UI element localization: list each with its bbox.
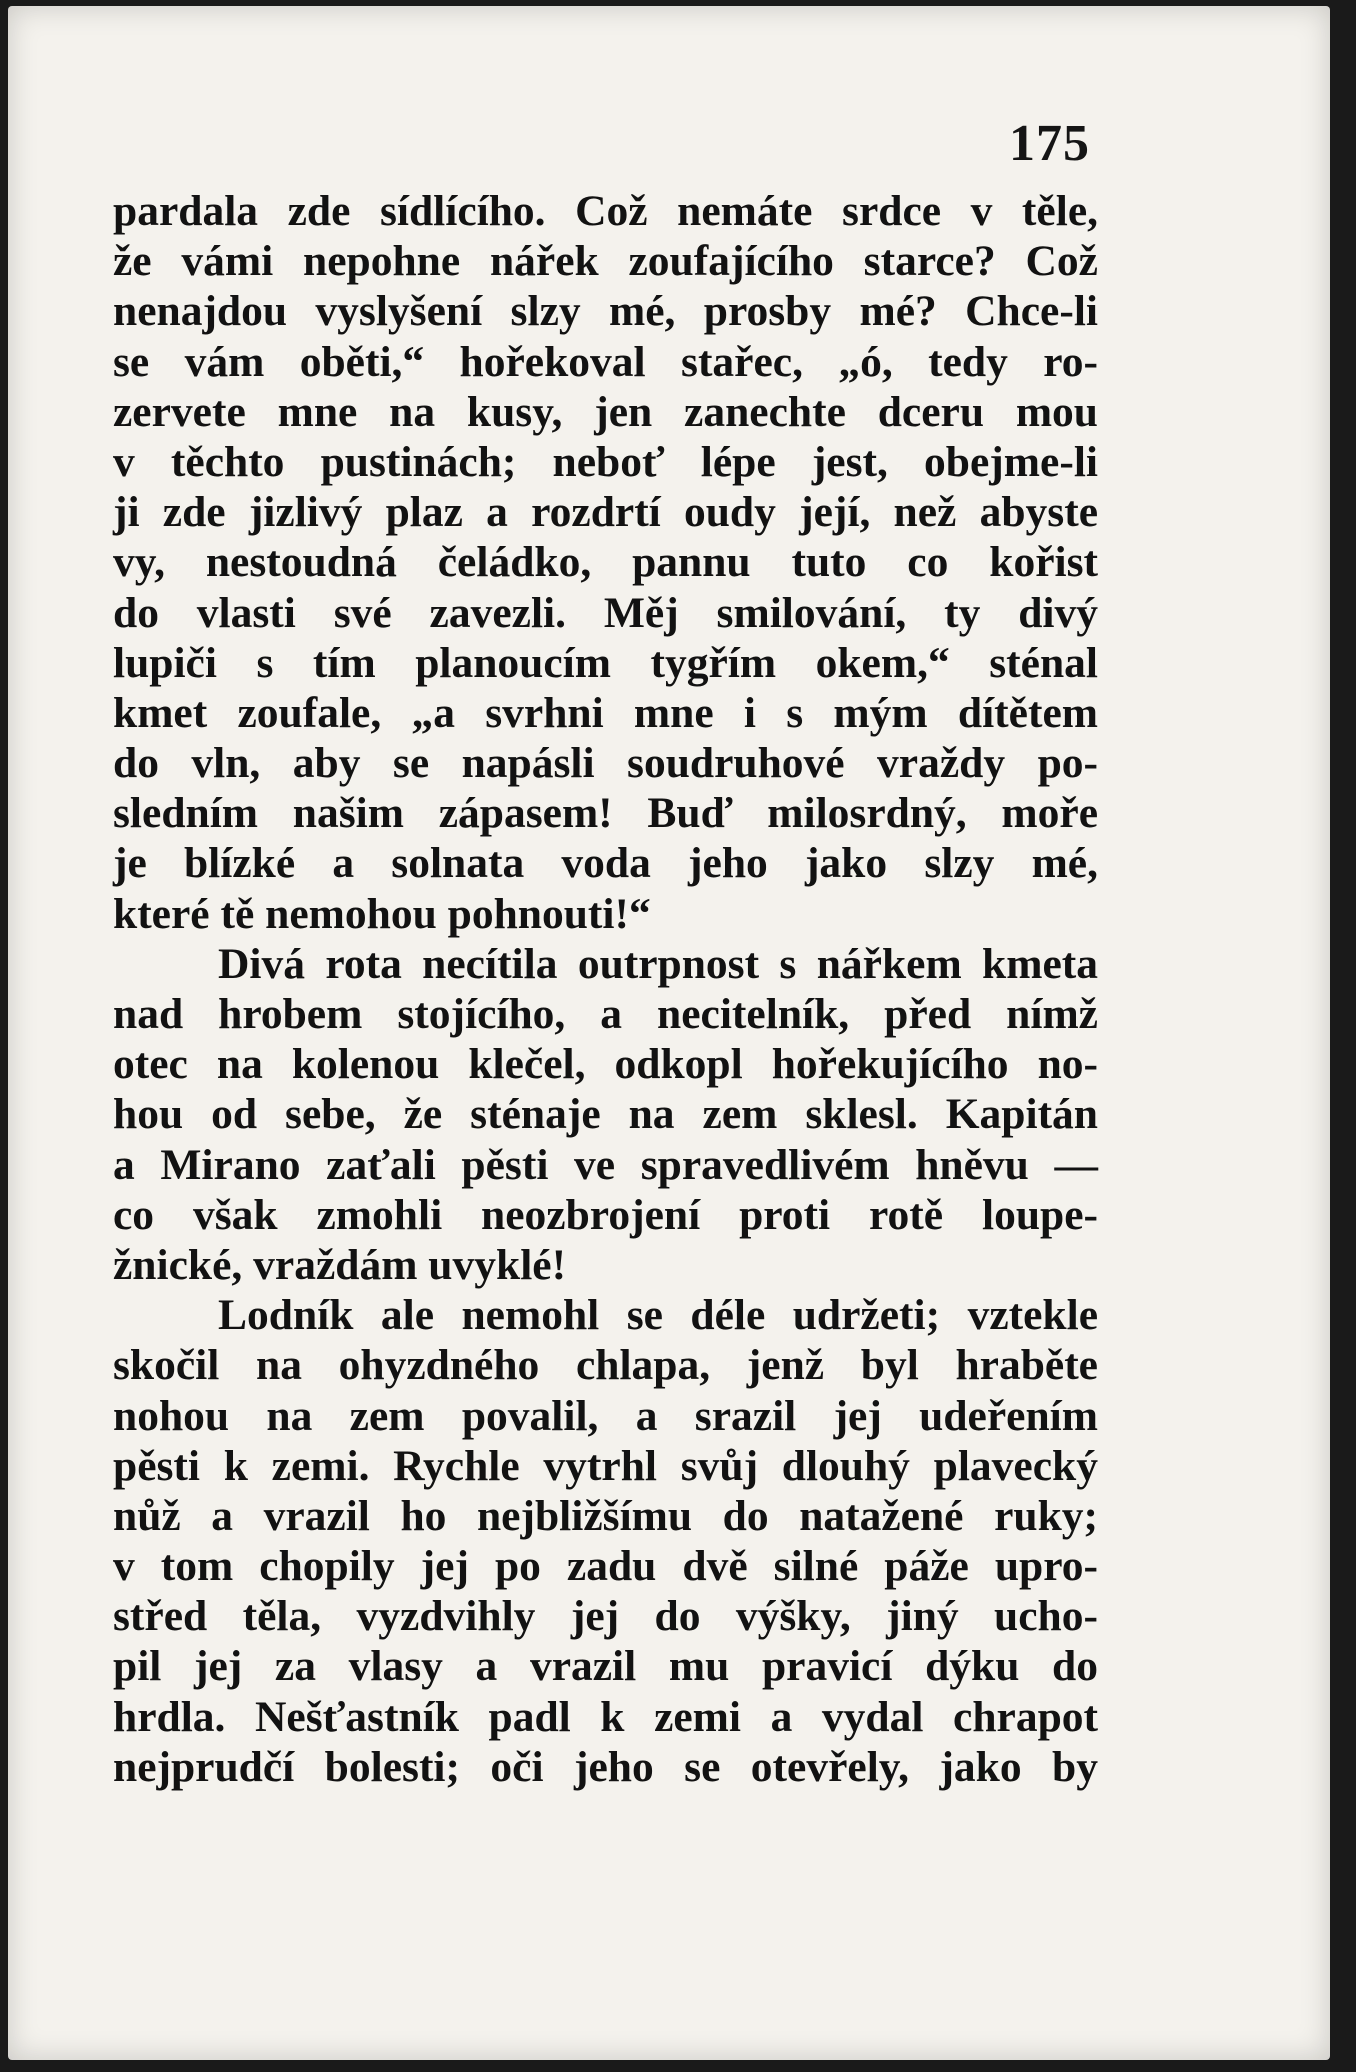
text-line: že vámi nepohne nářek zoufajícího starce? Což [113, 237, 1098, 286]
text-line: je blízké a solnata voda jeho jako slzy mé, [113, 839, 1098, 888]
text-line: do vln, aby se napásli soudruhové vraždy po- [113, 739, 1098, 788]
page-number: 175 [1009, 115, 1090, 172]
text-line: nohou na zem povalil, a srazil jej udeřením [113, 1391, 1098, 1440]
text-line: skočil na ohyzdného chlapa, jenž byl hraběte [113, 1341, 1098, 1390]
text-line: pil jej za vlasy a vrazil mu pravicí dýku do [113, 1642, 1098, 1691]
text-line: hou od sebe, že sténaje na zem sklesl. Kapitán [113, 1090, 1098, 1139]
text-line: Lodník ale nemohl se déle udržeti; vztekle [218, 1291, 1098, 1340]
text-line: sledním našim zápasem! Buď milosrdný, moře [113, 789, 1098, 838]
text-line: vy, nestoudná čeládko, pannu tuto co kořist [113, 538, 1098, 587]
text-line: ji zde jizlivý plaz a rozdrtí oudy její, než abyste [113, 488, 1098, 537]
text-line: se vám oběti,“ hořekoval stařec, „ó, tedy ro- [113, 337, 1098, 386]
text-line: co však zmohli neozbrojení proti rotě loupe- [113, 1190, 1098, 1239]
text-line: střed těla, vyzdvihly jej do výšky, jiný ucho- [113, 1592, 1098, 1641]
text-line: pěsti k zemi. Rychle vytrhl svůj dlouhý plavecký [113, 1441, 1098, 1490]
text-line: hrdla. Nešťastník padl k zemi a vydal chrapot [113, 1692, 1098, 1741]
body-text [113, 186, 1098, 1792]
book-page [8, 6, 1330, 2060]
text-line: které tě nemohou pohnouti!“ [113, 889, 651, 938]
text-line: lupiči s tím planoucím tygřím okem,“ sténal [113, 638, 1098, 687]
text-line: v těchto pustinách; neboť lépe jest, obejme-li [113, 437, 1098, 486]
text-line: zervete mne na kusy, jen zanechte dceru mou [113, 387, 1098, 436]
text-line: nůž a vrazil ho nejbližšímu do natažené ruky; [113, 1491, 1098, 1540]
text-line: v tom chopily jej po zadu dvě silné páže upro- [113, 1542, 1098, 1591]
text-line: Divá rota necítila outrpnost s nářkem kmeta [218, 939, 1098, 988]
text-line: nejprudčí bolesti; oči jeho se otevřely, jako by [113, 1742, 1098, 1791]
text-line: žnické, vraždám uvyklé! [113, 1240, 567, 1289]
text-line: pardala zde sídlícího. Což nemáte srdce v těle, [113, 187, 1098, 235]
text-line: a Mirano zaťali pěsti ve spravedlivém hněvu — [113, 1140, 1098, 1189]
text-line: kmet zoufale, „a svrhni mne i s mým dítětem [113, 688, 1098, 737]
text-line: do vlasti své zavezli. Měj smilování, ty divý [113, 588, 1098, 637]
text-line: nenajdou vyslyšení slzy mé, prosby mé? Chce-li [113, 287, 1098, 336]
text-line: otec na kolenou klečel, odkopl hořekujícího no- [113, 1040, 1098, 1089]
text-line: nad hrobem stojícího, a necitelník, před nímž [113, 990, 1098, 1038]
